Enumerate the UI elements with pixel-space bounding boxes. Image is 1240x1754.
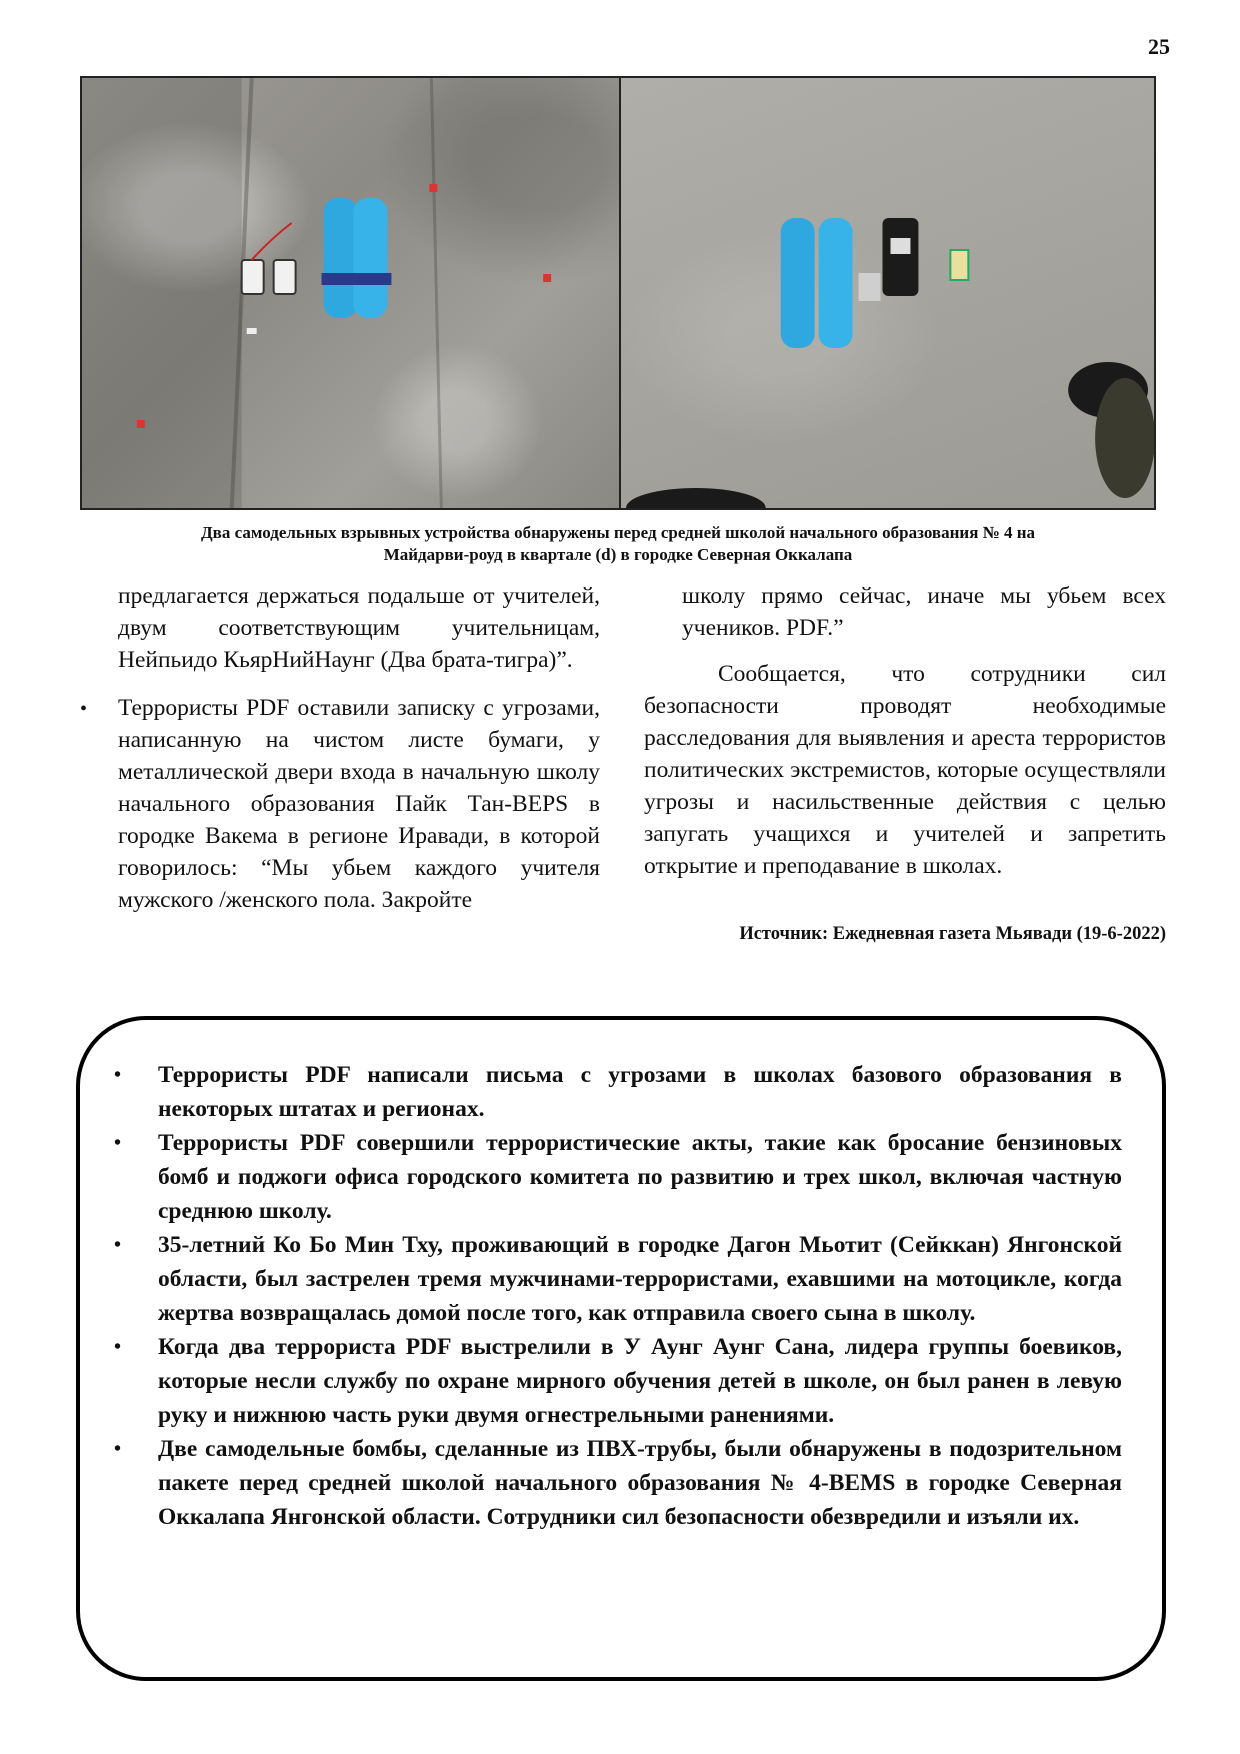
summary-item-text: Террористы PDF совершили террористические акты, такие как бросание бензиновых бомб и поджоги офиса городского комитета по развитию и трех школ, включая частную среднюю школу. [158,1130,1122,1224]
left-column-continued-text: предлагается держаться подальше от учителей, двум соответствующим учительницам, Нейпьидо КьярНийНаунг (Два брата-тигра)”. [118,583,600,673]
summary-item [104,1058,1122,1126]
bullet-icon: • [114,1064,122,1086]
summary-box [76,1016,1166,1681]
right-column-paragraph: Сообщается, что сотрудники сил безопасности проводят необходимые расследования для выявления и ареста террористов политических экстремистов, которые осуществляли угрозы и насильственные действия с целью запугать учащихся и учителей и запретить открытие и преподавание в школах. [644,661,1166,879]
summary-item-text: Когда два террориста PDF выстрелили в У Аунг Аунг Сана, лидера группы боевиков, которые несли службу по охране мирного обучения детей в школе, он был ранен в левую руку и нижнюю часть руки двумя огнестрельными ранениями. [158,1334,1122,1428]
bullet-icon: • [114,1234,122,1256]
summary-item-text: Террористы PDF написали письма с угрозами в школах базового образования в некоторых штатах и регионах. [158,1062,1122,1122]
page-number: 25 [1148,34,1170,59]
left-column-bullet-item [80,692,600,916]
photo-right-ied-with-phone [621,78,1154,508]
photo-left-ied-with-batteries [82,78,619,508]
bullet-icon: • [114,1336,122,1358]
summary-item [104,1228,1122,1330]
summary-item [104,1126,1122,1228]
source-citation: Источник: Ежедневная газета Мьявади (19-6-2022) [739,924,1166,944]
photo-right-illustration [621,78,1154,508]
bullet-icon: • [114,1438,122,1460]
summary-item [104,1330,1122,1432]
summary-item [104,1432,1122,1534]
left-column [80,580,600,916]
summary-item-text: 35-летний Ко Бо Мин Тху, проживающий в городке Дагон Мьотит (Сейккан) Янгонской области, был застрелен тремя мужчинами-террористами, ехавшими на мотоцикле, когда жертва возвращалась домой после того, как отправила своего сына в школу. [158,1232,1122,1326]
photo-left-illustration [82,78,619,508]
figure-caption [80,522,1156,566]
bullet-icon: • [114,1132,122,1154]
summary-item-text: Две самодельные бомбы, сделанные из ПВХ-трубы, были обнаружены в подозрительном пакете перед средней школой начального образования № 4-BEMS в городке Северная Оккалапа Янгонской области. Сотрудники сил безопасности обезвредили и изъяли их. [158,1436,1122,1530]
figure-caption-line-1: Два самодельных взрывных устройства обнаружены перед средней школой начального образования № 4 на [200,523,1036,542]
photo-figure [80,76,1156,510]
figure-caption-line-2: Майдарви-роуд в квартале (d) в городке Северная Оккалапа [383,545,853,564]
summary-list [104,1058,1122,1534]
bullet-icon: • [80,698,88,720]
right-column [644,580,1166,950]
left-column-bullet-text: Террористы PDF оставили записку с угрозами, написанную на чистом листе бумаги, у металлической двери входа в начальную школу начального образования Пайк Тан-BEPS в городке Вакема в регионе Иравади, в которой говорилось: “Мы убьем каждого учителя мужского /женского пола. Закройте [118,695,600,913]
right-column-continued-text: школу прямо сейчас, иначе мы убьем всех учеников. PDF.” [682,583,1166,641]
